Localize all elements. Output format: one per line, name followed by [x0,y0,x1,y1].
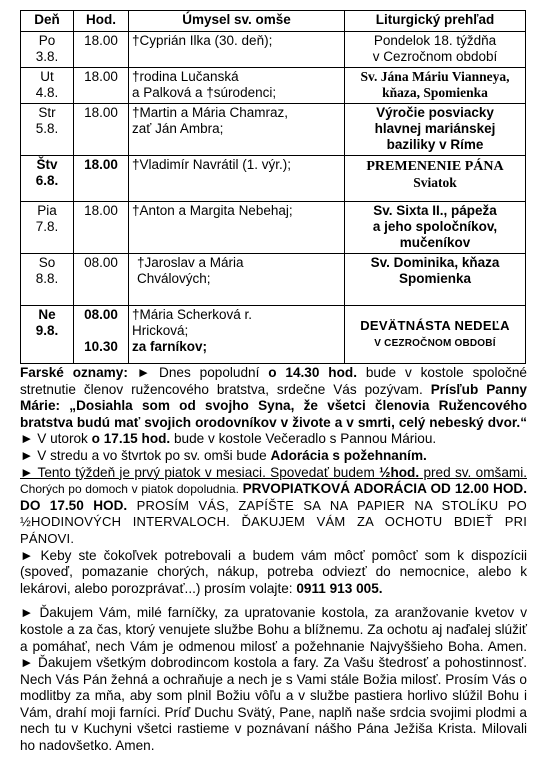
mass-hour: 18.00 [84,105,118,120]
day-name: Po [38,33,56,48]
announcement-paragraph [20,365,527,448]
announcements-label: Farské oznamy: [20,365,128,380]
thanks-paragraph [20,605,527,754]
hour-cell [74,156,129,202]
header-liturgy: Liturgický prehľad [345,11,526,32]
intention-line: Hricková; [132,323,189,338]
day-date: 5.8. [35,121,59,136]
mass-hour: 18.00 [84,69,118,84]
text-run: Prísľub Panny Márie: „Dosiahla som od svojho Syna, že všetci členovia Ružencového bratstva budú mať svojich orodovníkov v živote a v smrti, celý nebeský dvor.“ [20,381,527,430]
liturgy-cell [345,104,526,156]
liturgy-line: Výročie posviacky [376,105,494,120]
text-run: ► Ďakujem Vám, milé farníčky, za upratovanie kostola, za aranžovanie kvetov v kostole a za čas, ktorý venujete službe Bohu a blížnemu. Za ochotu aj naďalej slúžiť a pomáhať, nech Vám je odmenou milosť a požehnanie Najvyššieho Boha. Amen. ► Ďakujem všetkým dobrodincom kostola a fary. Za Vašu štedrosť a pohostinnosť. Nech Vás Pán žehná a ochraňuje a nech je s Vami stále Božia milosť. Prosím Vás o modlitby za mňa, aby som plnil Božiu vôľu a v službe pastiera horlivo slúžil Bohu i Vám, drahí moji farníci. Príď Duchu Svätý, Pane, naplň naše srdcia svojimi plodmi a nech tu v Kuchyni všetci rastieme v poznávaní nášho Pána Ježiša Krista. Milovali ho nadovšetko. Amen. [20,605,527,754]
text-run: bude v kostole Večeradlo s Pannou Máriou. [170,431,437,447]
day-cell [21,32,74,68]
day-cell [21,68,74,104]
day-name: Pia [37,203,57,218]
liturgy-cell [345,306,526,364]
text-run: Adorácia s požehnaním. [270,447,427,463]
announcement-paragraph [20,448,527,465]
announcement-paragraph [20,548,527,598]
day-cell [21,202,74,254]
intention-cell [129,306,345,364]
liturgy-line: kňaza, Spomienka [382,85,488,100]
liturgy-line: Sv. Dominika, kňaza [370,255,500,270]
liturgy-line: a jeho spoločníkov, [372,219,498,234]
intention-cell [129,202,345,254]
table-row [21,68,526,104]
text-run: ► Keby ste čokoľvek potrebovali a budem vám môcť pomôcť som k dispozícii (spoveď, pomazanie chorých, nákup, potreba odviezť do nemocnice, alebo k lekárovi, alebo porozprávať...) prosím volajte: [20,547,527,596]
hour-cell [74,104,129,156]
intention-line: †Martin a Mária Chamraz, [132,105,289,120]
liturgy-line: Spomienka [398,271,472,286]
text-run: ► Tento týždeň je prvý piatok v mesiaci. Spovedať budem [20,464,380,480]
day-date: 7.8. [35,219,59,234]
hour-cell [74,202,129,254]
text-run: bude v kostole spoločné stretnutie členov ružencového bratstva, srdečne Vás pozývam. [20,365,527,397]
intention-cell [129,68,345,104]
text-run: ► Dnes popoludní [127,365,269,380]
intention-line: †Cyprián Ilka (30. deň); [132,33,273,48]
day-name: Str [38,105,56,120]
hour-cell [74,68,129,104]
liturgy-cell [345,68,526,104]
liturgy-cell [345,254,526,306]
day-name: Ne [38,307,56,322]
table-row [21,306,526,364]
text-run: o 17.15 hod. [91,431,171,447]
header-day: Deň [21,11,74,32]
mass-hour: 18.00 [84,33,118,48]
day-cell [21,254,74,306]
announcement-paragraph [20,465,527,548]
table-row [21,202,526,254]
table-row [21,254,526,306]
mass-schedule-table [20,10,526,364]
mass-hour: 10.30 [84,339,118,354]
mass-hour: 08.00 [84,255,118,270]
intention-line: †rodina Lučanská [132,69,239,84]
liturgy-line: PREMENENIE PÁNA [366,159,504,174]
liturgy-line: hlavnej mariánskej [374,121,496,136]
day-cell [21,104,74,156]
intention-line: †Vladimír Navrátil (1. výr.); [132,157,292,172]
liturgy-line: baziliky v Ríme [386,137,484,152]
text-run: 0911 913 005. [296,580,383,596]
text-run: pred sv. omšami. [419,464,527,480]
intention-cell [129,254,345,306]
liturgy-line: Sv. Sixta II., pápeža [373,203,497,218]
header-intention: Úmysel sv. omše [129,11,345,32]
intention-line: a Palková a †súrodenci; [132,85,277,100]
hour-cell [74,254,129,306]
intention-line: †Jaroslav a Mária [137,255,244,270]
liturgy-line: V CEZROČNOM OBDOBÍ [374,337,496,349]
day-date: 3.8. [35,49,59,64]
liturgy-line: Pondelok 18. týždňa [373,33,497,48]
day-date: 6.8. [35,173,59,188]
intention-line: †Anton a Margita Nebehaj; [132,203,293,218]
day-name: So [38,255,56,270]
intention-line: Chválových; [137,271,211,286]
parish-announcements [20,365,527,755]
day-date: 9.8. [35,323,59,338]
intention-line: zať Ján Ambra; [132,121,224,136]
table-row [21,156,526,202]
intention-cell [129,104,345,156]
intention-cell [129,156,345,202]
day-cell [21,306,74,364]
liturgy-line: DEVÄTNÁSTA NEDEĽA [360,317,510,333]
hour-cell [74,32,129,68]
day-name: Ut [40,69,54,84]
table-row [21,32,526,68]
table-row [21,104,526,156]
mass-hour: 18.00 [84,203,118,218]
liturgy-line: v Cezročnom období [372,49,498,64]
liturgy-cell [345,156,526,202]
liturgy-cell [345,32,526,68]
mass-hour: 18.00 [84,157,118,172]
text-run: o 14.30 hod. [268,365,357,380]
header-hour: Hod. [74,11,129,32]
text-run: ► V stredu a vo štvrtok po sv. omši bude [20,447,271,463]
day-cell [21,156,74,202]
text-run: ► V utorok [20,431,92,447]
intention-cell [129,32,345,68]
day-date: 4.8. [35,85,59,100]
hour-cell [74,306,129,364]
intention-line: za farníkov; [132,339,208,354]
text-run: ½hod. [379,464,420,480]
text-run: Chorých po domoch v piatok dopoludnia. [20,482,243,497]
table-header-row [21,11,526,32]
liturgy-line: Sv. Jána Máriu Vianneya, [360,69,510,84]
liturgy-line: Sviatok [413,175,457,190]
liturgy-cell [345,202,526,254]
text-run: PRVOPIATKOVÁ ADORÁCIA OD 12.00 HOD. DO 17.50 HOD. [20,481,527,513]
day-date: 8.8. [35,271,59,286]
mass-hour: 08.00 [84,307,118,322]
intention-line: †Mária Scherková r. [132,307,253,322]
liturgy-line: mučeníkov [399,235,471,250]
day-name: Štv [36,157,58,172]
text-run: PROSÍM VÁS, ZAPÍŠTE SA NA PAPIER NA STOLÍKU PO ½HODINOVÝCH INTERVALOCH. ĎAKUJEM VÁM ZA OCHOTU BDIEŤ PRI PÁNOVI. [20,497,527,546]
